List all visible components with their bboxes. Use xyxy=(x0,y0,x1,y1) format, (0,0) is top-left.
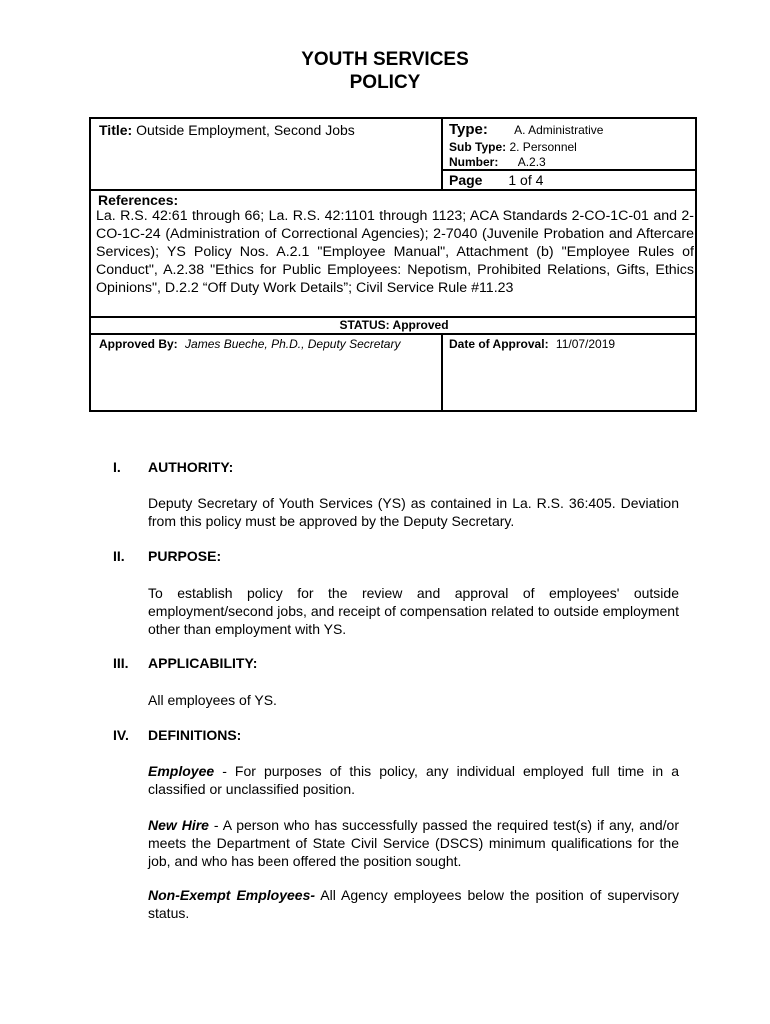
references-text: La. R.S. 42:61 through 66; La. R.S. 42:1101 through 1123; ACA Standards 2-CO-1C-01 and 2-CO-1C-24 (Administration of Correctional Agencies); 2-7040 (Juvenile Probation and Aftercare Services); YS Policy Nos. A.2.1 "Employee Manual", Attachment (b) "Employee Rules of Conduct", A.2.38 "Ethics for Public Employees: Nepotism, Prohibited Relations, Gifts, Ethics Opinions", D.2.2 “Off Duty Work Details”; Civil Service Rule #11.23 xyxy=(96,208,694,296)
section-heading-authority: AUTHORITY: xyxy=(148,459,234,475)
type-cell xyxy=(449,121,603,138)
divider xyxy=(91,333,697,335)
approval-date-cell xyxy=(449,337,615,351)
policy-header-table xyxy=(89,117,697,412)
divider xyxy=(91,189,697,191)
page-value: 1 of 4 xyxy=(508,172,544,188)
section-text-applicability: All employees of YS. xyxy=(148,692,277,708)
section-text-authority: Deputy Secretary of Youth Services (YS) as contained in La. R.S. 36:405. Deviation from this policy must be approved by the Deputy Secretary. xyxy=(148,495,679,529)
number-row xyxy=(449,155,546,169)
page-label: Page xyxy=(449,172,483,188)
definition-term: Non-Exempt Employees- xyxy=(148,887,316,903)
definition-new-hire xyxy=(148,816,679,870)
section-text-purpose: To establish policy for the review and approval of employees' outside employment/second jobs, and receipt of compensation related to outside employment other than employment with YS. xyxy=(148,585,679,637)
title-line-2: POLICY xyxy=(349,72,421,93)
approved-by-cell xyxy=(99,337,400,351)
number-label: Number: xyxy=(449,155,499,169)
section-number: IV. xyxy=(113,727,129,743)
title-label: Title: xyxy=(99,122,133,138)
document-title xyxy=(0,48,770,94)
subtype-label: Sub Type: xyxy=(449,140,507,154)
section-heading-applicability: APPLICABILITY: xyxy=(148,655,258,671)
definition-non-exempt xyxy=(148,886,679,922)
section-number: III. xyxy=(113,655,129,671)
definition-text: - A person who has successfully passed the required test(s) if any, and/or meets the Department of State Civil Service (DSCS) minimum qualifications for the job, and who has been offered the position sought. xyxy=(148,817,679,869)
type-label: Type: xyxy=(449,121,488,138)
section-heading-purpose: PURPOSE: xyxy=(148,548,222,564)
approval-date-value: 11/07/2019 xyxy=(555,337,616,351)
approval-date-label: Date of Approval: xyxy=(449,337,549,351)
title-cell xyxy=(99,122,355,138)
type-value: A. Administrative xyxy=(514,123,604,137)
section-number: I. xyxy=(113,459,121,475)
section-number: II. xyxy=(113,548,125,564)
definition-text: All Agency employees below the position of supervisory status. xyxy=(148,887,679,921)
divider xyxy=(441,169,697,171)
subtype-row xyxy=(449,140,577,154)
approved-by-label: Approved By: xyxy=(99,337,178,351)
definition-employee xyxy=(148,762,679,798)
definition-term: Employee xyxy=(148,763,215,779)
number-value: A.2.3 xyxy=(517,155,546,169)
title-value: Outside Employment, Second Jobs xyxy=(136,122,355,138)
definition-term: New Hire xyxy=(148,817,209,833)
approved-by-value: James Bueche, Ph.D., Deputy Secretary xyxy=(185,337,401,351)
page-row xyxy=(449,172,543,188)
subtype-value: 2. Personnel xyxy=(509,140,577,154)
references-label: References: xyxy=(98,192,179,208)
title-line-1: YOUTH SERVICES xyxy=(301,49,469,70)
divider xyxy=(441,333,443,412)
status-text: STATUS: Approved xyxy=(339,318,449,332)
section-heading-definitions: DEFINITIONS: xyxy=(148,727,242,743)
divider xyxy=(441,119,443,189)
definition-text: - For purposes of this policy, any individual employed full time in a classified or unclassified position. xyxy=(148,763,679,797)
